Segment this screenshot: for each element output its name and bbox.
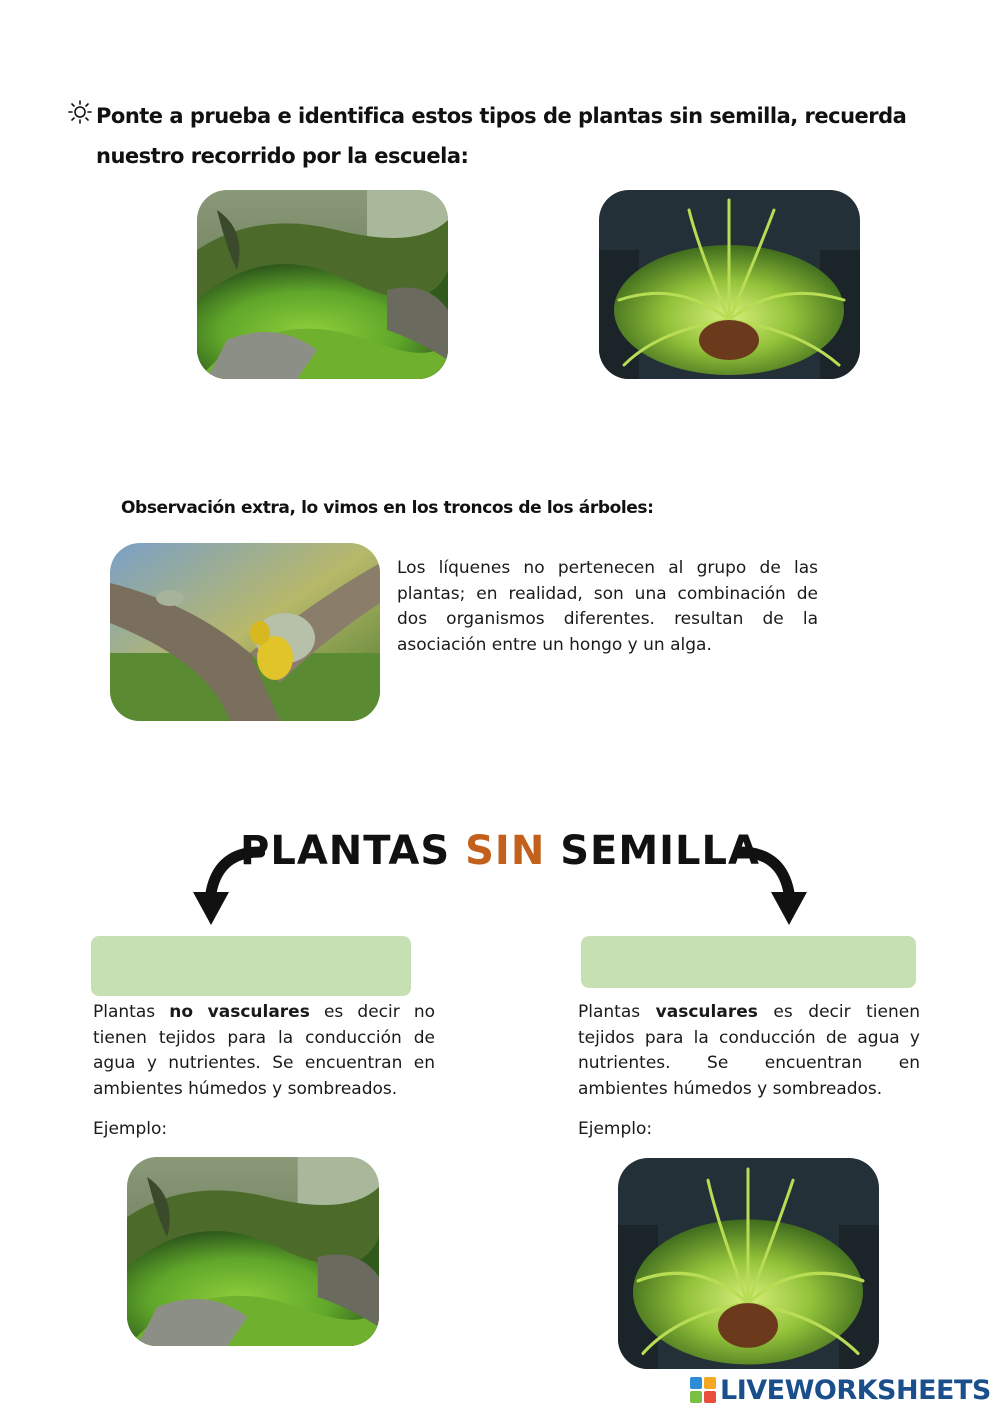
left-desc-post: es decir no tienen tejidos para la conducción de agua y nutrientes. Se encuentran en ambientes húmedos y sombreados. — [93, 1002, 436, 1099]
liveworksheets-logo[interactable] — [690, 1372, 991, 1408]
logo-text: LIVEWORKSHEETS — [720, 1374, 991, 1406]
extra-title: Observación extra, lo vimos en los troncos de los árboles: — [121, 498, 654, 518]
moss-example-photo — [127, 1157, 379, 1346]
title-part-sin: SIN — [465, 828, 546, 874]
answer-input-left[interactable] — [91, 936, 411, 996]
moss-photo — [197, 190, 448, 379]
sun-icon — [68, 100, 92, 124]
left-desc-bold: no vasculares — [169, 1002, 310, 1022]
right-example-label: Ejemplo: — [578, 1119, 653, 1139]
left-desc-pre: Plantas — [93, 1002, 170, 1022]
right-desc-bold: vasculares — [655, 1002, 758, 1022]
left-example-label: Ejemplo: — [93, 1119, 168, 1139]
left-description — [93, 1000, 435, 1102]
title-part-plantas: PLANTAS — [240, 828, 466, 874]
right-desc-post: es decir tienen tejidos para la conducción de agua y nutrientes. Se encuentran en ambientes húmedos y sombreados. — [578, 1002, 920, 1099]
main-title — [0, 828, 1000, 874]
fern-example-photo — [618, 1158, 879, 1369]
right-description — [578, 1000, 920, 1102]
answer-input-right[interactable] — [581, 936, 916, 988]
fern-photo — [599, 190, 860, 379]
liveworksheets-logo-icon — [690, 1377, 716, 1403]
question-text: Ponte a prueba e identifica estos tipos de plantas sin semilla, recuerda nuestro recorrido por la escuela: — [96, 104, 907, 168]
title-part-semilla: SEMILLA — [545, 828, 760, 874]
lichen-description: Los líquenes no pertenecen al grupo de las plantas; en realidad, son una combinación de dos organismos diferentes. resultan de la asociación entre un hongo y un alga. — [397, 558, 818, 655]
right-desc-pre: Plantas — [578, 1002, 656, 1022]
lichen-photo — [110, 543, 380, 721]
